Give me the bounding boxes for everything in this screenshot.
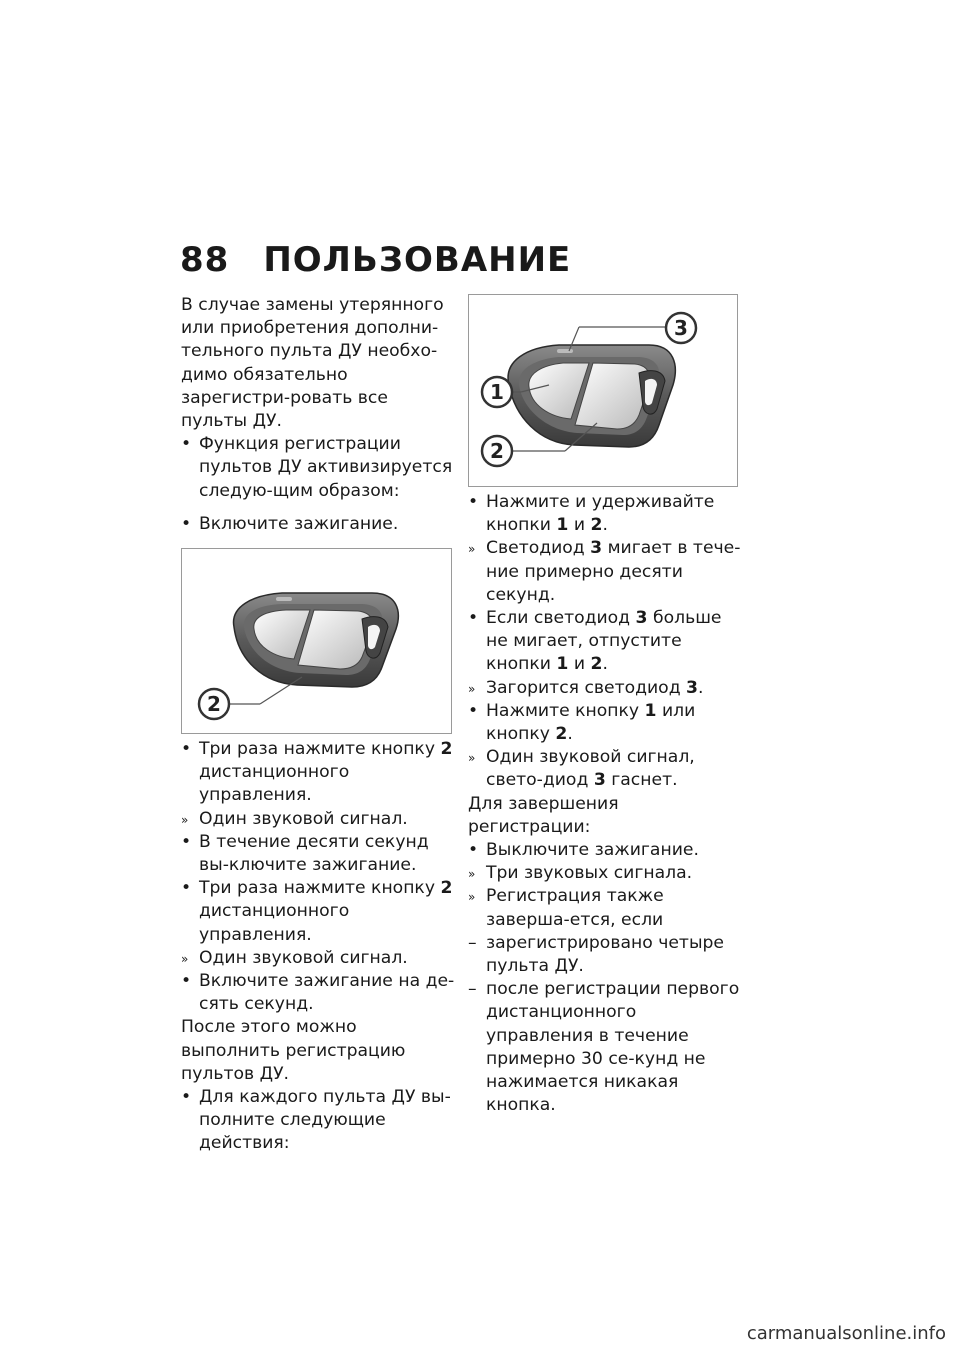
- bullet-marker: •: [181, 878, 192, 899]
- step-text: Три раза нажмите кнопку: [199, 739, 441, 760]
- result-marker: »: [468, 751, 476, 766]
- last-step-text: Для каждого пульта ДУ вы-полните следующие действия:: [199, 1087, 451, 1154]
- page-number: 88: [180, 240, 230, 280]
- step-text: зарегистрировано четыре пульта ДУ.: [486, 932, 724, 977]
- step-text: .: [602, 515, 608, 536]
- list-item: [181, 1086, 456, 1156]
- finish-steps-list: [468, 839, 743, 1117]
- bullet-marker: •: [181, 739, 192, 760]
- step-ref: 3: [635, 608, 648, 629]
- step-intro-text: Функция регистрации пультов ДУ активизируется следую-щим образом:: [199, 434, 453, 501]
- intro-paragraph: В случае замены утерянного или приобретения дополни-тельного пульта ДУ необхо-димо обязательно зарегистри-ровать все пульты ДУ.: [181, 295, 444, 432]
- remote-key-illustration: [182, 549, 451, 733]
- right-column: [468, 294, 743, 1117]
- step-text: Нажмите кнопку: [486, 700, 645, 721]
- list-item: [468, 839, 743, 862]
- step-text: или кнопку: [486, 700, 696, 745]
- list-item: [468, 537, 743, 607]
- step-ref: 2: [590, 515, 603, 536]
- step-ref: 3: [593, 770, 606, 791]
- list-item: [468, 978, 743, 1117]
- step-ref: 1: [556, 654, 569, 675]
- callout-label: 2: [207, 692, 221, 717]
- bullet-marker: •: [181, 831, 192, 852]
- step-text: гаснет.: [605, 770, 678, 791]
- step-ref: 3: [590, 538, 603, 559]
- step-ref: 2: [555, 724, 568, 745]
- remote-key-illustration: [469, 295, 737, 486]
- step-text: .: [602, 654, 608, 675]
- step-text: Три звуковых сигнала.: [486, 863, 693, 884]
- bullet-marker: •: [181, 513, 192, 534]
- watermark-text: carmanualsonline.info: [746, 1323, 946, 1344]
- result-marker: »: [181, 951, 189, 966]
- step-text: мигает в тече-ние примерно десяти секунд.: [486, 538, 741, 605]
- step-text: В течение десяти секунд вы-ключите зажигание.: [199, 831, 429, 876]
- step-text: дистанционного управления.: [199, 901, 350, 945]
- list-item: [468, 862, 743, 885]
- after-text: После этого можно выполнить регистрацию пультов ДУ.: [181, 1017, 406, 1084]
- finish-intro: Для завершения регистрации:: [468, 793, 619, 837]
- step-ref: 2: [440, 878, 453, 899]
- remote-figure-1: [181, 548, 452, 734]
- step-text: Если светодиод: [486, 608, 636, 629]
- step-ref: 2: [440, 739, 453, 760]
- list-item: [468, 491, 743, 537]
- step-text: после регистрации первого дистанционного управления в течение примерно 30 се-кунд не нажимается никакая кнопка.: [486, 979, 740, 1116]
- bullet-marker: •: [468, 700, 479, 721]
- step-ref: 3: [686, 677, 699, 698]
- bullet-marker: •: [468, 608, 479, 629]
- dash-marker: –: [468, 979, 477, 1000]
- bullet-marker: •: [181, 1087, 192, 1108]
- result-marker: »: [181, 812, 189, 827]
- step-text: Три раза нажмите кнопку: [199, 878, 441, 899]
- left-steps-list: [181, 738, 456, 1016]
- step-text: Загорится светодиод: [486, 677, 687, 698]
- result-marker: »: [468, 867, 476, 882]
- remote-figure-2: [468, 294, 738, 487]
- step-ref: 2: [590, 654, 603, 675]
- step-text: и: [568, 654, 591, 675]
- result-marker: »: [468, 542, 476, 557]
- bullet-marker: •: [181, 971, 192, 992]
- list-item: [181, 970, 456, 1016]
- step-text: Выключите зажигание.: [486, 840, 699, 861]
- step-ignition-text: Включите зажигание.: [199, 513, 399, 534]
- step-text: Один звуковой сигнал.: [199, 947, 408, 968]
- result-marker: »: [468, 890, 476, 905]
- list-item: [468, 885, 743, 931]
- list-item: [468, 607, 743, 677]
- dash-marker: –: [468, 932, 477, 953]
- list-item: [181, 831, 456, 877]
- bullet-marker: •: [468, 840, 479, 861]
- left-column: [181, 294, 456, 1156]
- result-marker: »: [468, 681, 476, 696]
- section-title: ПОЛЬЗОВАНИЕ: [263, 240, 572, 280]
- step-text: Включите зажигание на де-сять секунд.: [199, 971, 455, 1015]
- callout-label-1: 1: [490, 380, 504, 404]
- list-item: [468, 700, 743, 746]
- step-text: Один звуковой сигнал.: [199, 808, 408, 829]
- list-item: [468, 746, 743, 792]
- step-ref: 1: [556, 515, 569, 536]
- step-text: Светодиод: [486, 538, 591, 559]
- step-text: Нажмите и удерживайте кнопки: [486, 492, 715, 536]
- right-steps-list: [468, 491, 743, 793]
- step-text: и: [568, 515, 591, 536]
- list-item: [181, 738, 456, 808]
- list-item: [181, 513, 456, 536]
- step-text: Регистрация также заверша-ется, если: [486, 886, 664, 930]
- list-item: [181, 808, 456, 831]
- bullet-marker: •: [181, 434, 192, 455]
- step-text: .: [698, 677, 704, 698]
- list-item: [181, 433, 456, 503]
- list-item: [181, 947, 456, 970]
- page-header: [180, 240, 571, 280]
- callout-label-2: 2: [490, 439, 504, 463]
- step-text: .: [567, 724, 573, 745]
- step-text: дистанционного управления.: [199, 762, 350, 806]
- step-text: Один звуковой сигнал, свето-диод: [486, 747, 695, 791]
- list-item: [468, 677, 743, 700]
- bullet-marker: •: [468, 492, 479, 512]
- step-ref: 1: [644, 700, 657, 721]
- list-item: [181, 877, 456, 947]
- list-item: [468, 932, 743, 978]
- step-text: больше не мигает, отпустите кнопки: [486, 608, 722, 675]
- callout-label-3: 3: [674, 316, 688, 340]
